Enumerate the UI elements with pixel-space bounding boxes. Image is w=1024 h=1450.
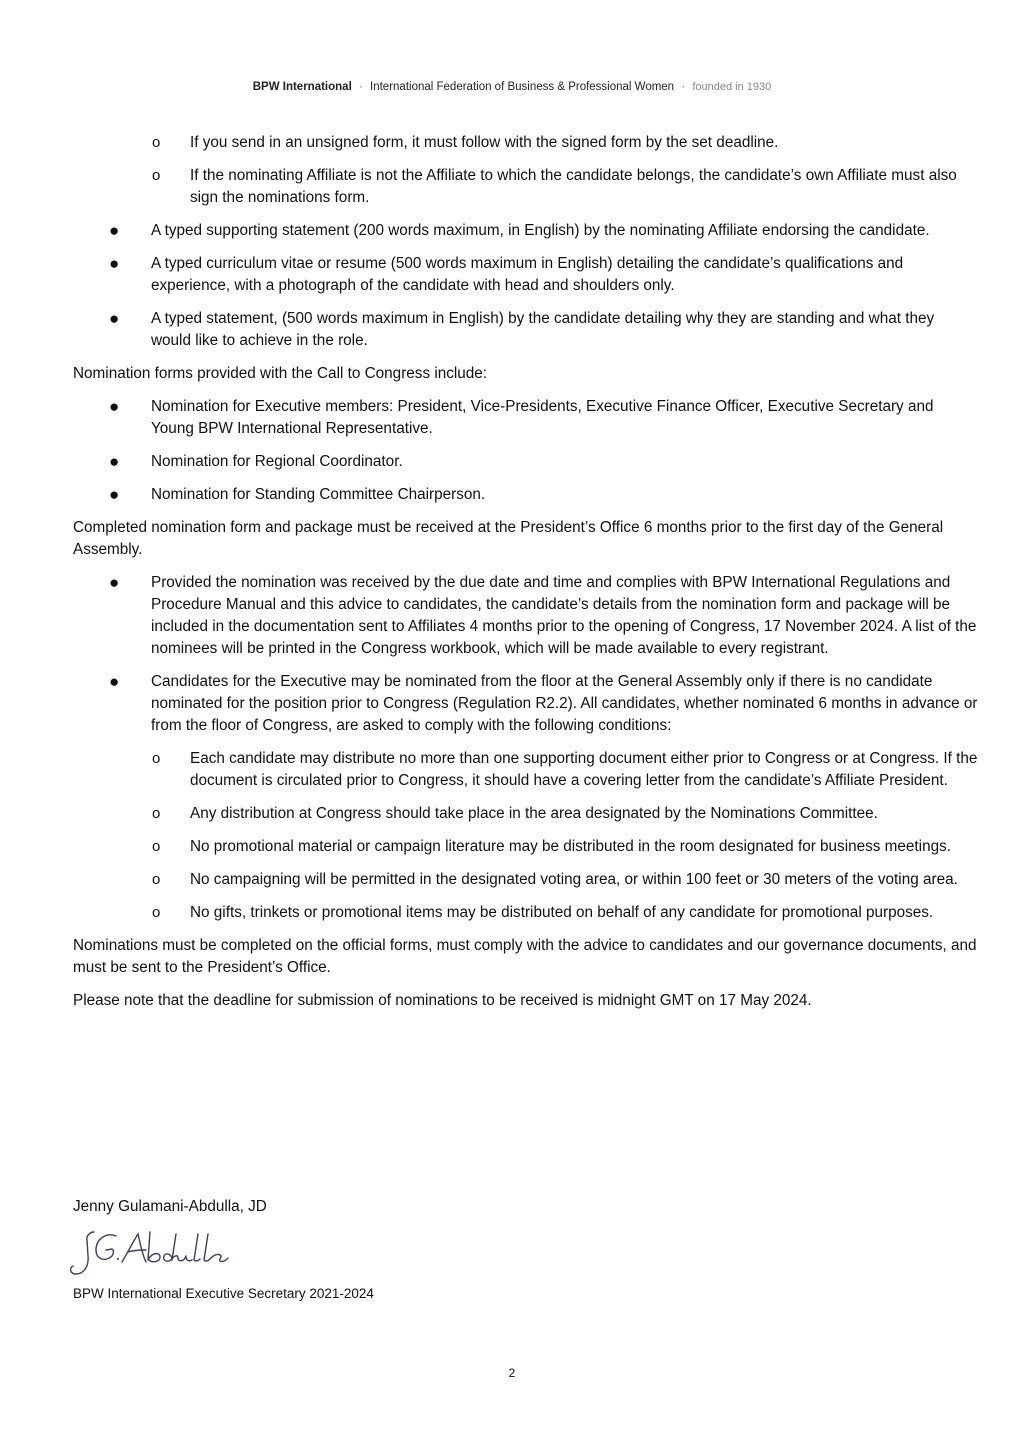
list-item — [73, 253, 978, 297]
header-full-name: International Federation of Business & Professional Women — [370, 81, 675, 93]
list-item — [73, 572, 978, 660]
circle-bullet-icon: o — [152, 904, 161, 921]
bullet-icon: ● — [109, 485, 120, 504]
bullet-icon: ● — [109, 397, 120, 416]
circle-bullet-icon: o — [152, 805, 161, 822]
list-item-text: Provided the nomination was received by the due date and time and complies with BPW International Regulations and Procedure Manual and this advice to candidates, the candidate’s details from the nomination form and package will be included in the documentation sent to Affiliates 4 months prior to the opening of Congress, 17 November 2024. A list of the nominees will be printed in the Congress workbook, which will be made available to every registrant. — [151, 574, 977, 657]
circle-bullet-icon: o — [152, 167, 161, 184]
list-item — [73, 748, 978, 792]
list-item-text: Candidates for the Executive may be nominated from the floor at the General Assembly only if there is no candidate nominated for the position prior to Congress (Regulation R2.2). All candidates, whether nominated 6 months in advance or from the floor of Congress, are asked to comply with the following conditions: — [151, 673, 978, 734]
list-item-text: Nomination for Standing Committee Chairperson. — [151, 486, 486, 503]
list-item — [73, 869, 978, 891]
signature-icon — [68, 1226, 248, 1278]
list-item — [73, 671, 978, 737]
header-separator: · — [358, 81, 363, 93]
list-item — [73, 836, 978, 858]
circle-bullet-icon: o — [152, 871, 161, 888]
list-item-text: Nomination for Regional Coordinator. — [151, 453, 403, 470]
header-org: BPW International — [252, 81, 352, 93]
list-item-text: A typed statement, (500 words maximum in English) by the candidate detailing why they are standing and what they would like to achieve in the role. — [151, 310, 935, 349]
list-item-text: If you send in an unsigned form, it must follow with the signed form by the set deadline. — [190, 134, 779, 151]
list-item-text: Each candidate may distribute no more than one supporting document either prior to Congress or at Congress. If the document is circulated prior to Congress, it should have a covering letter from the candidate’s Affiliate President. — [190, 750, 978, 789]
paragraph-official: Nominations must be completed on the official forms, must comply with the advice to candidates and our governance documents, and must be sent to the President’s Office. — [73, 937, 977, 976]
list-item-text: If the nominating Affiliate is not the Affiliate to which the candidate belongs, the candidate’s own Affiliate must also sign the nominations form. — [190, 167, 957, 206]
paragraph-deadline: Please note that the deadline for submission of nominations to be received is midnight GMT on 17 May 2024. — [73, 992, 812, 1009]
list-item-text: Nomination for Executive members: President, Vice-Presidents, Executive Finance Officer, Executive Secretary and Young BPW International Representative. — [151, 398, 934, 437]
list-item — [73, 803, 978, 825]
bullet-icon: ● — [109, 672, 120, 691]
bullet-icon: ● — [109, 309, 120, 328]
paragraph-forms: Nomination forms provided with the Call to Congress include: — [73, 365, 488, 382]
header-separator: · — [681, 81, 686, 93]
list-item-text: No campaigning will be permitted in the designated voting area, or within 100 feet or 30 meters of the voting area. — [190, 871, 958, 888]
list-item — [73, 220, 978, 242]
list-item-text: No promotional material or campaign literature may be distributed in the room designated for business meetings. — [190, 838, 951, 855]
list-item-text: Any distribution at Congress should take place in the area designated by the Nominations Committee. — [190, 805, 878, 822]
list-item — [73, 902, 978, 924]
list-item-text: A typed supporting statement (200 words maximum, in English) by the nominating Affiliate endorsing the candidate. — [151, 222, 930, 239]
bullet-icon: ● — [109, 452, 120, 471]
paragraph-completed: Completed nomination form and package must be received at the President’s Office 6 months prior to the first day of the General Assembly. — [73, 519, 944, 558]
list-item — [73, 396, 978, 440]
list-item — [73, 451, 978, 473]
page-header — [0, 81, 1024, 93]
bullet-icon: ● — [109, 573, 120, 592]
list-item — [73, 165, 978, 209]
circle-bullet-icon: o — [152, 838, 161, 855]
list-item — [73, 132, 978, 154]
document-body — [73, 132, 978, 1023]
list-item — [73, 484, 978, 506]
list-item-text: A typed curriculum vitae or resume (500 words maximum in English) detailing the candidate’s qualifications and experience, with a photograph of the candidate with head and shoulders only. — [151, 255, 904, 294]
header-founded: founded in 1930 — [692, 81, 772, 93]
page-number: 2 — [508, 1366, 516, 1380]
bullet-icon: ● — [109, 254, 120, 273]
circle-bullet-icon: o — [152, 750, 161, 767]
list-item — [73, 308, 978, 352]
bullet-icon: ● — [109, 221, 120, 240]
handwritten-signature — [68, 1226, 248, 1283]
list-item-text: No gifts, trinkets or promotional items may be distributed on behalf of any candidate for promotional purposes. — [190, 904, 934, 921]
signatory-name: Jenny Gulamani-Abdulla, JD — [73, 1198, 267, 1215]
circle-bullet-icon: o — [152, 134, 161, 151]
signatory-title: BPW International Executive Secretary 2021-2024 — [73, 1286, 374, 1301]
